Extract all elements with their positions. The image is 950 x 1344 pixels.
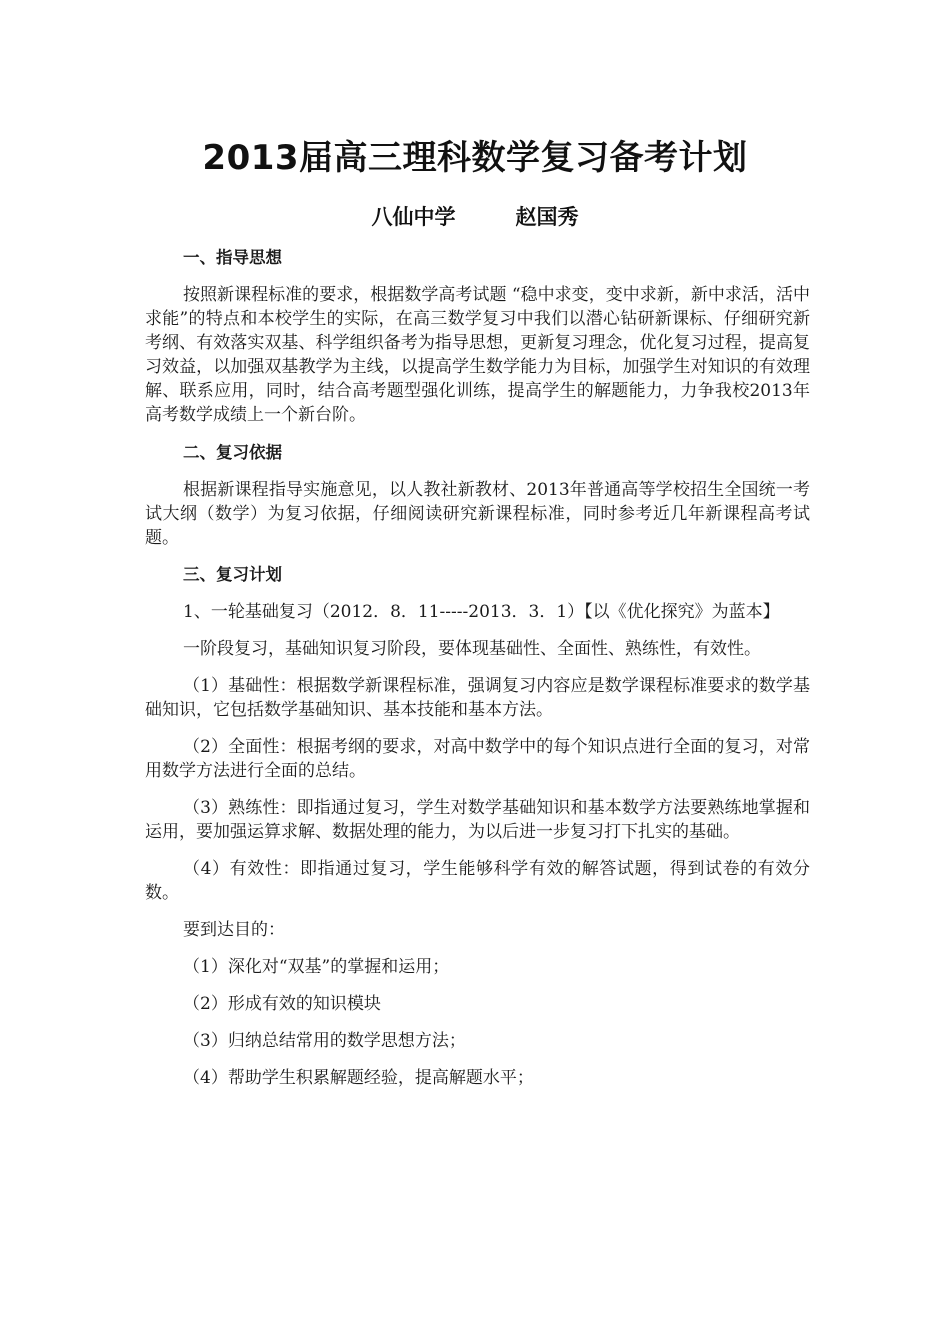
author-school: 八仙中学 <box>371 205 456 229</box>
point-basic-paragraph: （1）基础性：根据数学新课程标准，强调复习内容应是数学课程标准要求的数学基础知识，它包括数学基础知识、基本技能和基本方法。 <box>145 676 810 720</box>
document-title: 2013届高三理科数学复习备考计划 <box>202 138 748 178</box>
document-body <box>145 246 810 1090</box>
author-name: 赵国秀 <box>515 205 579 229</box>
point-effectiveness-paragraph: （4）有效性：即指通过复习，学生能够科学有效的解答试题，得到试卷的有效分数。 <box>145 859 810 903</box>
stage-paragraph: 一阶段复习，基础知识复习阶段，要体现基础性、全面性、熟练性，有效性。 <box>183 639 761 659</box>
goal-item-1: （1）深化对“双基”的掌握和运用； <box>183 957 450 977</box>
goal-item-3: （3）归纳总结常用的数学思想方法； <box>183 1031 466 1051</box>
section-1-paragraph: 按照新课程标准的要求，根据数学高考试题 “稳中求变，变中求新，新中求活，活中求能”的特点和本校学生的实际，在高三数学复习中我们以潜心钻研新课标、仔细研究新考纲、有效落实双基、科学组织备考为指导思想，更新复习理念，优化复习过程，提高复习效益，以加强双基教学为主线，以提高学生数学能力为目标，加强学生对知识的有效理解、联系应用，同时，结合高考题型强化训练，提高学生的解题能力，力争我校2013年高考数学成绩上一个新台阶。 <box>145 285 810 425</box>
point-comprehensive-paragraph: （2）全面性：根据考纲的要求，对高中数学中的每个知识点进行全面的复习，对常用数学方法进行全面的总结。 <box>145 737 810 781</box>
section-2-paragraph: 根据新课程指导实施意见，以人教社新教材、2013年普通高等学校招生全国统一考试大纲（数学）为复习依据，仔细阅读研究新课程标准，同时参考近几年新课程高考试题。 <box>145 480 810 548</box>
round1-paragraph: 1、一轮基础复习（2012．8．11-----2013．3．1）【以《优化探究》为蓝本】 <box>183 602 780 622</box>
section-heading-2: 二、复习依据 <box>183 443 282 462</box>
section-heading-1: 一、指导思想 <box>183 248 282 267</box>
section-heading-3: 三、复习计划 <box>183 565 282 584</box>
point-proficiency-paragraph: （3）熟练性：即指通过复习，学生对数学基础知识和基本数学方法要熟练地掌握和运用，要加强运算求解、数据处理的能力，为以后进一步复习打下扎实的基础。 <box>145 798 810 842</box>
goal-item-4: （4）帮助学生积累解题经验，提高解题水平； <box>183 1068 534 1088</box>
author-line <box>0 201 950 231</box>
goal-item-2: （2）形成有效的知识模块 <box>183 994 381 1014</box>
goals-intro: 要到达目的： <box>183 920 285 940</box>
